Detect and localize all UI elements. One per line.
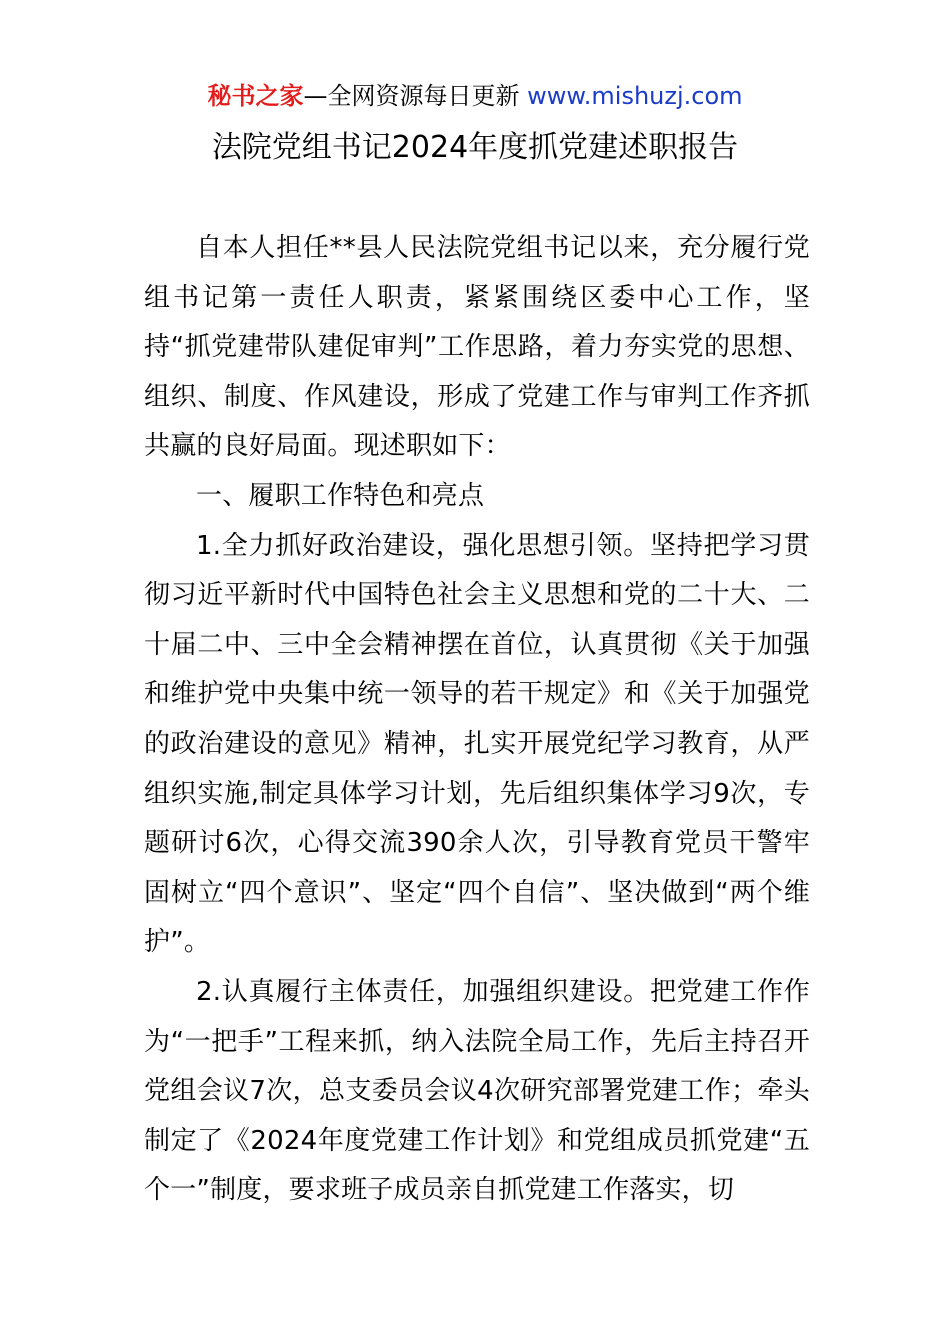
document-body (144, 224, 810, 1216)
body-paragraph-political-building: 1.全力抓好政治建设，强化思想引领。坚持把学习贯彻习近平新时代中国特色社会主义思想和党的二十大、二十届二中、三中全会精神摆在首位，认真贯彻《关于加强和维护党中央集中统一领导的若干规定》和《关于加强党的政治建设的意见》精神，扎实开展党纪学习教育，从严组织实施,制定具体学习计划，先后组织集体学习9次，专题研讨6次，心得交流390余人次，引导教育党员干警牢固树立“四个意识”、坚定“四个自信”、坚决做到“两个维护”。 (144, 530, 810, 958)
section-heading: 一、履职工作特色和亮点 (196, 480, 485, 511)
site-url-link[interactable]: www.mishuzj.com (527, 82, 743, 110)
header-tagline: —全网资源每日更新 (303, 82, 528, 110)
intro-paragraph: 自本人担任**县人民法院党组书记以来，充分履行党组书记第一责任人职责，紧紧围绕区委中心工作，坚持“抓党建带队建促审判”工作思路，着力夯实党的思想、组织、制度、作风建设，形成了党建工作与审判工作齐抓共赢的良好局面。现述职如下： (144, 233, 810, 462)
document-title: 法院党组书记2024年度抓党建述职报告 (211, 130, 739, 165)
body-paragraph-organization-building: 2.认真履行主体责任，加强组织建设。把党建工作作为“一把手”工程来抓，纳入法院全局工作，先后主持召开党组会议7次，总支委员会议4次研究部署党建工作；牵头制定了《2024年度党建工作计划》和党组成员抓党建“五个一”制度，要求班子成员亲自抓党建工作落实，切 (144, 976, 810, 1206)
site-header (0, 80, 950, 112)
brand-name: 秘书之家 (207, 82, 304, 110)
